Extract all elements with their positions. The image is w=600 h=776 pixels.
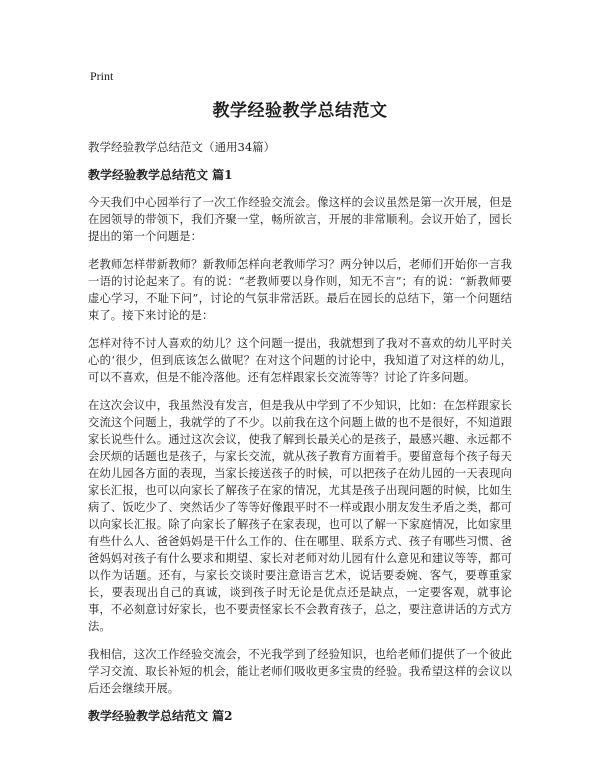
paragraph: 在这次会议中，我虽然没有发言，但是我从中学到了不少知识，比如：在怎样跟家长交流这个问题上，我就学的了不少。以前我在这个问题上做的也不是很好，不知道跟家长说些什么。通过这次会议，使我了解到长最关心的是孩子，最感兴趣、永远都不会厌烦的话题也是孩子，与家长交流，就从孩子教育方面着手。要留意每个孩子每天在幼儿园各方面的表现，当家长接送孩子的时候，可以把孩子在幼儿园的一天表现向家长汇报，也可以向家长了解孩子在家的情况，尤其是孩子出现问题的时候，比如生病了、饭吃少了、突然话少了等等好像跟平时不一样或跟小朋友发生矛盾之类，都可以向家长汇报。除了向家长了解孩子在家表现，也可以了解一下家庭情况，比如家里有些什么人、爸爸妈妈是干什么工作的、住在哪里、联系方式、孩子有哪些习惯、爸爸妈妈对孩子有什么要求和期望、家长对老师对幼儿园有什么意见和建议等等，都可以作为话题。还有，与家长交谈时要注意语言艺术，说话要委婉、客气，要尊重家长，要表现出自己的真诚，谈到孩子时无论是优点还是缺点，一定要客观，就事论事，不必刻意讨好家长，也不要责怪家长不会教育孩子，总之，要注意讲话的方式方法。 (88, 399, 512, 633)
paragraph: 老教师怎样带新教师？新教师怎样向老教师学习？两分钟以后，老师们开始你一言我一语的讨论起来了。有的说：“老教师要以身作则，知无不言”；有的说：“新教师要虚心学习，不耻下问”，讨论的气氛非常活跃。最后在园长的总结下，第一个问题结束了。接下来讨论的是： (88, 258, 512, 322)
section-heading-2: 教学经验教学总结范文 篇2 (88, 709, 233, 723)
paragraph: 今天我们中心园举行了一次工作经验交流会。像这样的会议虽然是第一次开展，但是在园领导的带领下，我们齐聚一堂，畅所欲言，开展的非常顺利。会议开始了，园长提出的第一个问题是： (88, 196, 512, 243)
print-label: Print (90, 69, 114, 83)
paragraph: 怎样对待不讨人喜欢的幼儿？这个问题一提出，我就想到了我对不喜欢的幼儿平时关心的‘很少，但到底该怎么做呢？在对这个问题的讨论中，我知道了对这样的幼儿，可以不喜欢，但是不能冷落他。还有怎样跟家长交流等等？讨论了许多问题。 (88, 337, 512, 384)
paragraph: 我相信，这次工作经验交流会，不光我学到了经验知识，也给老师们提供了一个彼此学习交流、取长补短的机会，能让老师们吸收更多宝贵的经验。我希望这样的会议以后还会继续开展。 (88, 648, 512, 695)
document-subtitle: 教学经验教学总结范文（通用34篇） (88, 140, 276, 154)
page-title: 教学经验教学总结范文 (212, 101, 388, 121)
section-heading-1: 教学经验教学总结范文 篇1 (88, 168, 233, 182)
